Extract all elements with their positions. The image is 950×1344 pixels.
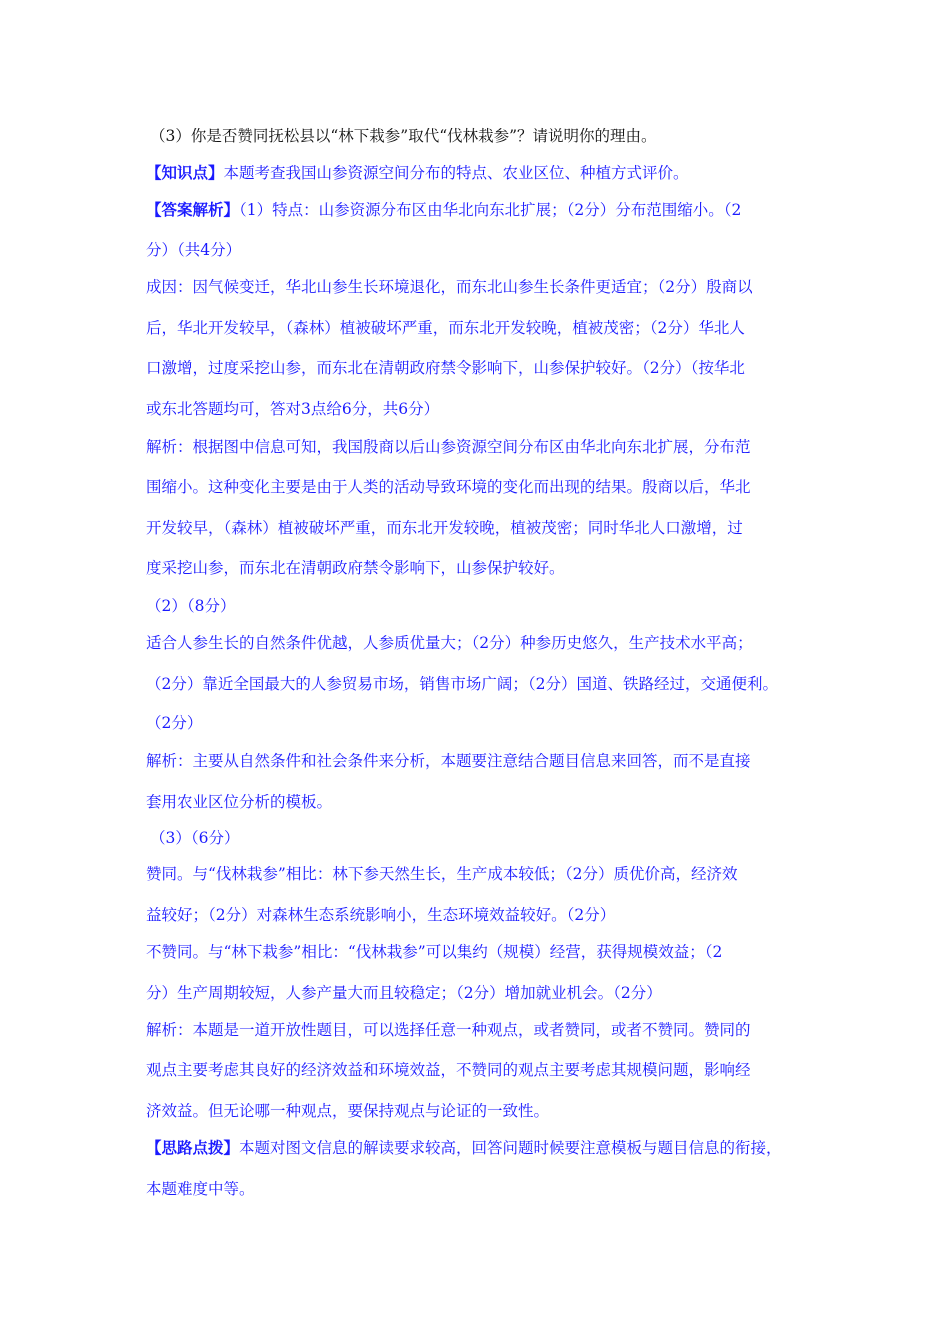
- text-line: 观点主要考虑其良好的经济效益和环境效益，不赞同的观点主要考虑其规模问题，影响经: [146, 1061, 751, 1079]
- hint-line: [146, 1138, 782, 1158]
- text-line: 后，华北开发较早，（森林）植被破坏严重，而东北开发较晚，植被茂密；（2分）华北人: [146, 319, 745, 337]
- text-line: 度采挖山参，而东北在清朝政府禁令影响下，山参保护较好。: [146, 559, 565, 577]
- answer-tag: 【答案解析】: [146, 200, 240, 219]
- text-line: （2）（8分）: [146, 597, 236, 615]
- text-line: 围缩小。这种变化主要是由于人类的活动导致环境的变化而出现的结果。殷商以后，华北: [146, 478, 751, 496]
- question-3: （3）你是否赞同抚松县以“林下栽参”取代“伐林栽参”？请说明你的理由。: [150, 127, 657, 145]
- text-line: 分）生产周期较短，人参产量大而且较稳定；（2分）增加就业机会。（2分）: [146, 984, 662, 1002]
- answer-line: [146, 200, 741, 220]
- text-line: 解析：根据图中信息可知，我国殷商以后山参资源空间分布区由华北向东北扩展，分布范: [146, 438, 751, 456]
- answer-text: （1）特点：山参资源分布区由华北向东北扩展；（2分）分布范围缩小。（2: [239, 201, 742, 219]
- text-line: （2分）: [146, 714, 203, 732]
- text-line: 本题难度中等。: [146, 1180, 255, 1198]
- text-line: 适合人参生长的自然条件优越，人参质优量大；（2分）种参历史悠久，生产技术水平高；: [146, 634, 753, 652]
- text-line: 开发较早，（森林）植被破坏严重，而东北开发较晚，植被茂密；同时华北人口激增，过: [146, 519, 743, 537]
- text-line: 套用农业区位分析的模板。: [146, 793, 333, 811]
- text-line: 解析：主要从自然条件和社会条件来分析，本题要注意结合题目信息来回答，而不是直接: [146, 752, 751, 770]
- text-line: 分）（共4分）: [146, 241, 242, 259]
- knowledge-text: 本题考查我国山参资源空间分布的特点、农业区位、种植方式评价。: [223, 164, 689, 182]
- text-line: 或东北答题均可，答对3点给6分，共6分）: [146, 400, 440, 418]
- hint-tag: 【思路点拨】: [146, 1138, 240, 1157]
- hint-text: 本题对图文信息的解读要求较高，回答问题时候要注意模板与题目信息的衔接，: [239, 1139, 782, 1157]
- knowledge-line: [146, 163, 689, 183]
- text-line: 成因：因气候变迁，华北山参生长环境退化，而东北山参生长条件更适宜；（2分）殷商以: [146, 278, 753, 296]
- knowledge-tag: 【知识点】: [146, 163, 224, 182]
- text-line: 益较好；（2分）对森林生态系统影响小，生态环境效益较好。（2分）: [146, 906, 616, 924]
- text-line: 济效益。但无论哪一种观点，要保持观点与论证的一致性。: [146, 1102, 550, 1120]
- text-line: 解析：本题是一道开放性题目，可以选择任意一种观点，或者赞同，或者不赞同。赞同的: [146, 1021, 751, 1039]
- text-line: 口激增，过度采挖山参，而东北在清朝政府禁令影响下，山参保护较好。（2分）（按华北: [146, 359, 745, 377]
- text-line: 不赞同。与“林下栽参”相比：“伐林栽参”可以集约（规模）经营，获得规模效益；（2: [146, 943, 723, 961]
- text-line: （2分）靠近全国最大的人参贸易市场，销售市场广阔；（2分）国道、铁路经过，交通便利。: [146, 675, 778, 693]
- text-line: 赞同。与“伐林栽参”相比：林下参天然生长，生产成本较低；（2分）质优价高，经济效: [146, 865, 738, 883]
- text-line: （3）（6分）: [150, 829, 240, 847]
